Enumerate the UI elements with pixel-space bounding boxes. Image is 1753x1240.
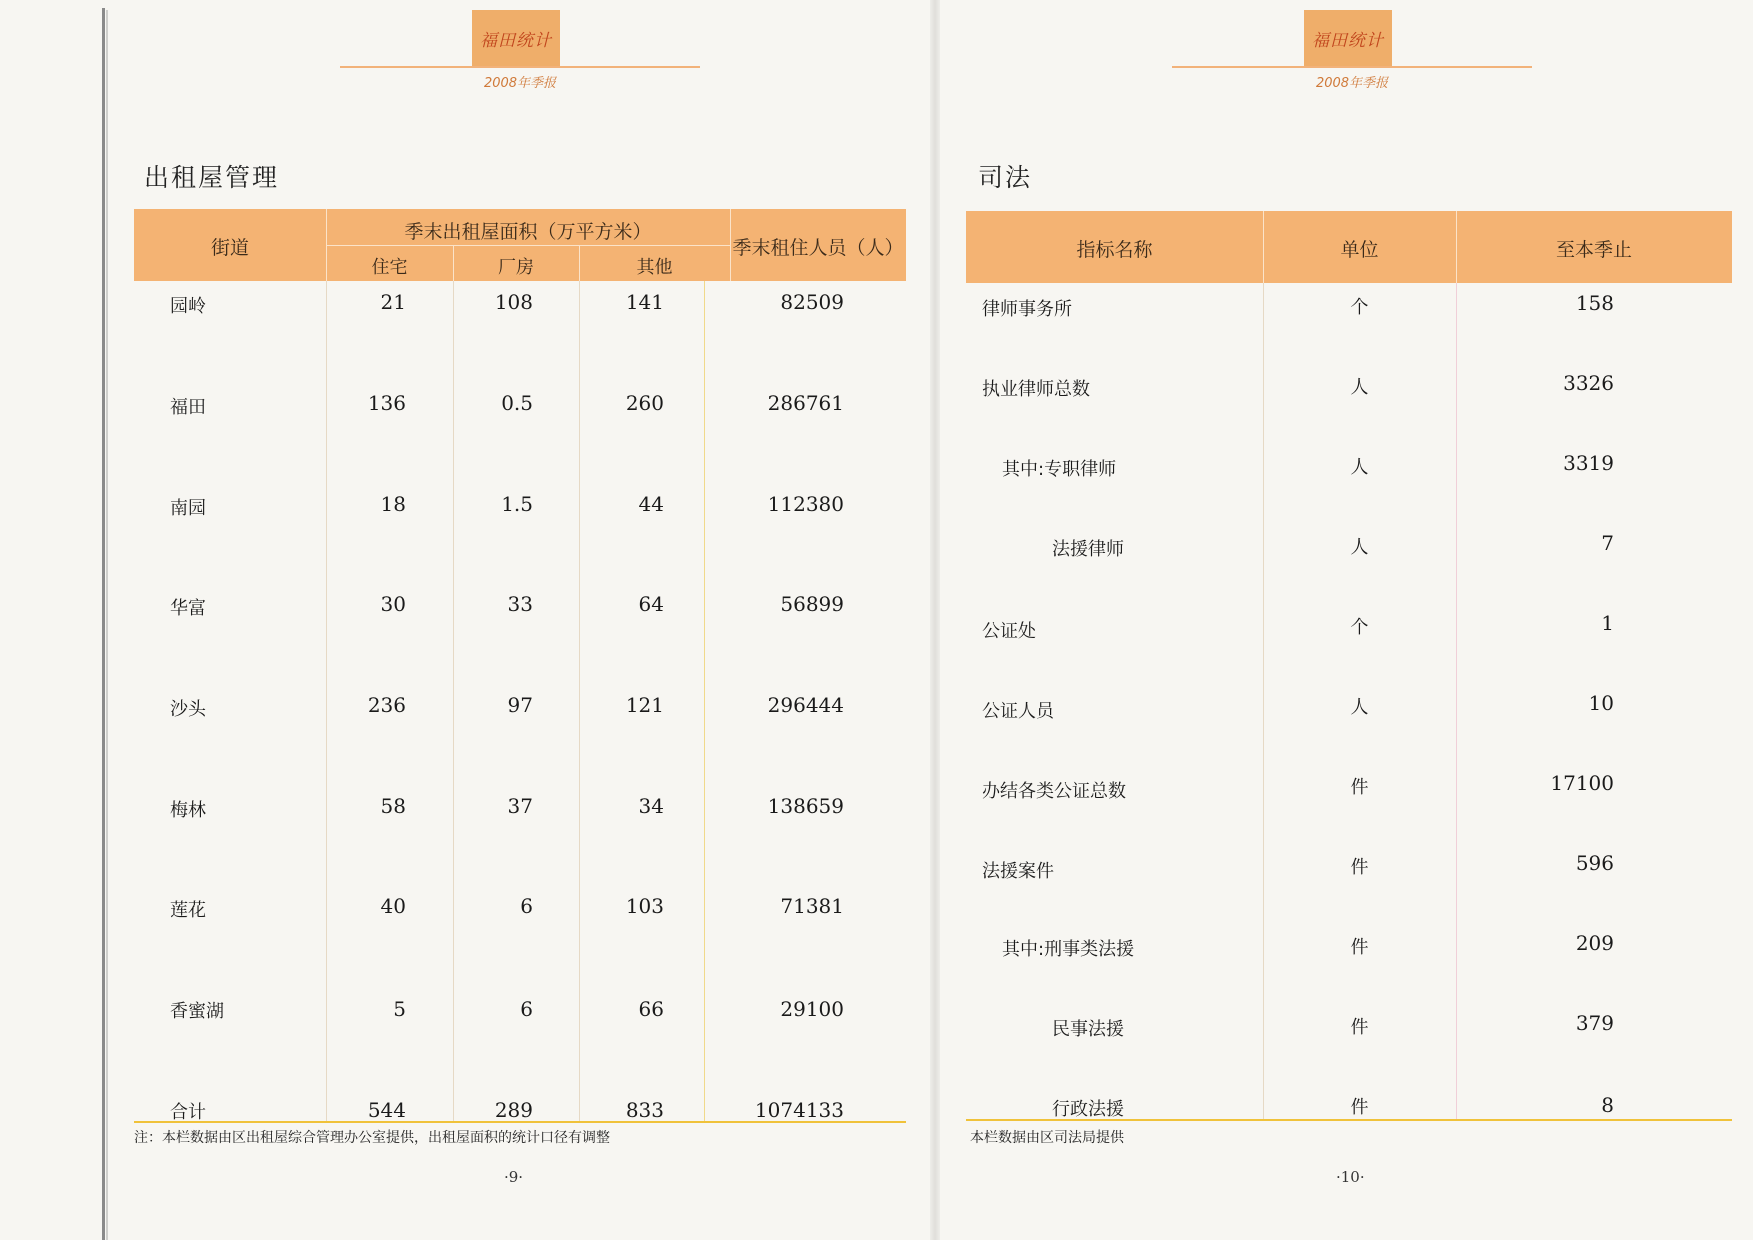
residential-value: 544: [367, 1098, 406, 1122]
unit-value: 个: [1350, 297, 1369, 318]
header-rule: [340, 66, 700, 68]
unit-value: 件: [1350, 937, 1369, 958]
indicator-name: 律师事务所: [982, 299, 1072, 320]
header-year: 2008年季报: [483, 76, 557, 91]
other-value: 64: [638, 592, 664, 616]
factory-value: 33: [507, 592, 533, 616]
street-name: 福田: [170, 397, 206, 418]
tenants-value: 112380: [767, 492, 844, 516]
section-title: 司法: [978, 163, 1033, 192]
header-factory: 厂房: [498, 257, 534, 278]
residential-value: 18: [380, 492, 406, 516]
indicator-name: 行政法援: [1052, 1099, 1124, 1120]
header-logo: 福田统计: [480, 31, 552, 51]
to-date-value: 7: [1601, 531, 1614, 555]
unit-value: 人: [1350, 457, 1369, 478]
header-rule: [1172, 66, 1532, 68]
street-name: 沙头: [170, 699, 206, 720]
residential-value: 236: [367, 693, 406, 717]
tenants-value: 286761: [767, 391, 844, 415]
indicator-name: 民事法援: [1052, 1019, 1124, 1040]
indicator-name: 公证人员: [982, 701, 1054, 722]
residential-value: 30: [380, 592, 406, 616]
other-value: 66: [638, 997, 664, 1021]
factory-value: 1.5: [501, 492, 533, 516]
table-header: [966, 211, 1732, 283]
unit-value: 个: [1350, 617, 1369, 638]
other-value: 103: [625, 894, 664, 918]
other-value: 833: [625, 1098, 664, 1122]
street-name: 华富: [170, 598, 206, 619]
to-date-value: 158: [1575, 291, 1614, 315]
left-page: [108, 0, 930, 1240]
factory-value: 108: [494, 290, 533, 314]
to-date-value: 596: [1575, 851, 1614, 875]
unit-value: 件: [1350, 1097, 1369, 1118]
header-other: 其他: [636, 257, 673, 278]
unit-value: 人: [1350, 537, 1369, 558]
header-area-group: 季末出租屋面积（万平方米）: [404, 221, 652, 243]
to-date-value: 8: [1601, 1093, 1614, 1117]
to-date-value: 3326: [1563, 371, 1614, 395]
unit-value: 件: [1350, 777, 1369, 798]
indicator-name: 执业律师总数: [982, 379, 1090, 400]
factory-value: 37: [507, 794, 533, 818]
tenants-value: 56899: [780, 592, 844, 616]
section-title: 出租屋管理: [144, 163, 280, 192]
source-note: 注：本栏数据由区出租屋综合管理办公室提供，出租屋面积的统计口径有调整: [134, 1130, 610, 1146]
factory-value: 97: [507, 693, 533, 717]
street-name: 梅林: [170, 800, 206, 821]
factory-value: 0.5: [501, 391, 533, 415]
unit-value: 件: [1350, 857, 1369, 878]
unit-value: 人: [1350, 377, 1369, 398]
to-date-value: 17100: [1550, 771, 1614, 795]
unit-value: 人: [1350, 697, 1369, 718]
residential-value: 40: [380, 894, 406, 918]
header-tenants: 季末租住人员（人）: [732, 237, 904, 259]
page-number: ·9·: [504, 1168, 524, 1186]
to-date-value: 1: [1601, 611, 1614, 635]
tenants-value: 82509: [780, 290, 844, 314]
logo-block: [472, 10, 560, 66]
indicator-name: 公证处: [982, 621, 1036, 642]
residential-value: 136: [367, 391, 406, 415]
page-number: ·10·: [1336, 1168, 1365, 1186]
book-gutter: [930, 0, 940, 1240]
street-name: 合计: [170, 1102, 206, 1123]
tenants-value: 1074133: [754, 1098, 844, 1122]
tenants-value: 29100: [780, 997, 844, 1021]
street-name: 南园: [170, 498, 206, 519]
indicator-name: 其中:刑事类法援: [1002, 939, 1135, 960]
indicator-name: 其中:专职律师: [1002, 459, 1117, 480]
logo-block: [1304, 10, 1392, 66]
to-date-value: 3319: [1563, 451, 1614, 475]
page-header: [1172, 10, 1532, 90]
residential-value: 21: [380, 290, 406, 314]
factory-value: 289: [494, 1098, 533, 1122]
street-name: 园岭: [170, 296, 206, 317]
page-header: [340, 10, 700, 90]
header-to-date: 至本季止: [1555, 239, 1632, 261]
table-header: [134, 209, 906, 281]
other-value: 141: [625, 290, 664, 314]
header-residential: 住宅: [371, 257, 408, 278]
source-note: 本栏数据由区司法局提供: [970, 1130, 1124, 1146]
indicator-name: 办结各类公证总数: [982, 781, 1126, 802]
to-date-value: 10: [1588, 691, 1614, 715]
header-year: 2008年季报: [1315, 76, 1389, 91]
residential-value: 58: [380, 794, 406, 818]
header-logo: 福田统计: [1312, 31, 1384, 51]
tenants-value: 71381: [780, 894, 844, 918]
tenants-value: 138659: [767, 794, 844, 818]
factory-value: 6: [520, 894, 533, 918]
to-date-value: 209: [1575, 931, 1614, 955]
street-name: 莲花: [170, 900, 206, 921]
other-value: 44: [638, 492, 664, 516]
other-value: 34: [638, 794, 664, 818]
street-name: 香蜜湖: [170, 1001, 224, 1022]
indicator-name: 法援律师: [1052, 539, 1124, 560]
other-value: 260: [625, 391, 664, 415]
residential-value: 5: [393, 997, 406, 1021]
page-edge: [102, 8, 105, 1240]
factory-value: 6: [520, 997, 533, 1021]
unit-value: 件: [1350, 1017, 1369, 1038]
other-value: 121: [625, 693, 664, 717]
right-page: [940, 0, 1753, 1240]
header-indicator: 指标名称: [1076, 239, 1153, 261]
indicator-name: 法援案件: [982, 861, 1054, 882]
tenants-value: 296444: [767, 693, 844, 717]
header-street: 街道: [210, 237, 249, 259]
header-unit: 单位: [1340, 239, 1379, 261]
to-date-value: 379: [1575, 1011, 1614, 1035]
